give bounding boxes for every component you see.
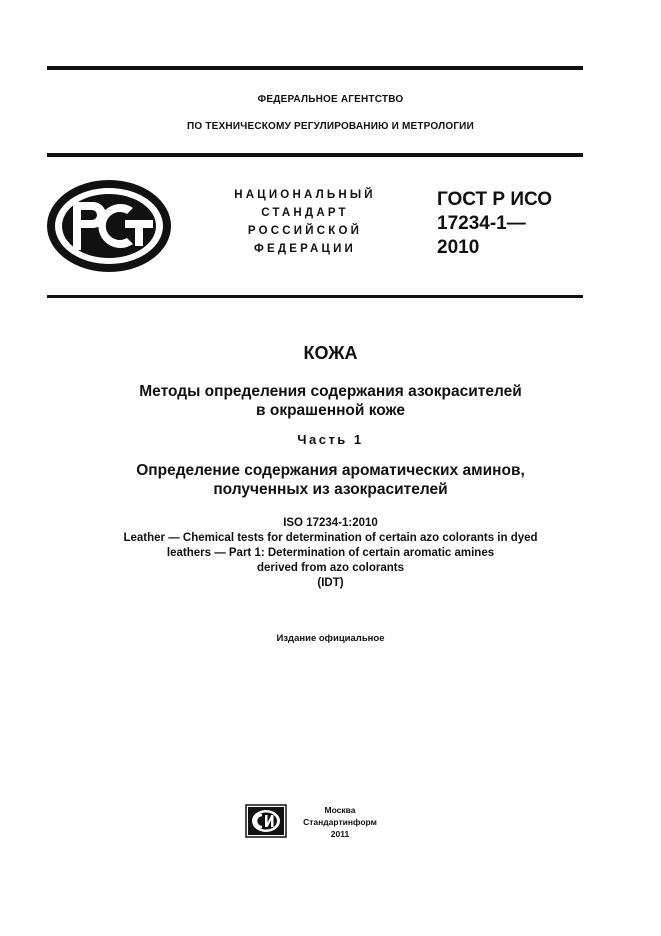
edition-label: Издание официальное	[276, 633, 385, 644]
iso-title-line-3: derived from azo colorants	[257, 562, 404, 574]
top-rule	[47, 66, 583, 70]
publisher-city: Москва	[324, 805, 356, 815]
document-subtitle	[0, 382, 661, 420]
designation-line-2: 17234-1—	[437, 213, 526, 234]
part-title	[0, 461, 661, 499]
national-standard-line: ФЕДЕРАЦИИ	[253, 243, 357, 255]
standard-designation	[437, 188, 552, 260]
national-standard-line: НАЦИОНАЛЬНЫЙ	[234, 189, 376, 201]
iso-equivalence: (IDT)	[317, 577, 344, 589]
iso-title-line-1: Leather — Chemical tests for determination of certain azo colorants in dyed	[123, 532, 538, 544]
national-standard-label	[205, 186, 405, 258]
rst-certification-mark-icon	[45, 178, 173, 274]
agency-rule	[47, 153, 583, 157]
agency-line-2: ПО ТЕХНИЧЕСКОМУ РЕГУЛИРОВАНИЮ И МЕТРОЛОГИИ	[187, 121, 474, 132]
part-title-line-1: Определение содержания ароматических аминов,	[136, 462, 525, 479]
subtitle-line-2: в окрашенной коже	[256, 402, 405, 419]
designation-line-1: ГОСТ Р ИСО	[437, 189, 553, 210]
part-number: Часть 1	[297, 432, 364, 447]
document-title: КОЖА	[303, 343, 358, 363]
agency-line-1: ФЕДЕРАЛЬНОЕ АГЕНТСТВО	[257, 94, 404, 105]
iso-title-line-2: leathers — Part 1: Determination of certain aromatic amines	[166, 547, 495, 559]
national-standard-line: СТАНДАРТ	[261, 207, 349, 219]
publisher-name: Стандартинформ	[303, 817, 377, 827]
designation-line-3: 2010	[437, 237, 480, 258]
publisher-info	[290, 804, 390, 840]
publisher-year: 2011	[330, 829, 350, 839]
subtitle-line-1: Методы определения содержания азокрасителей	[139, 383, 522, 400]
standartinform-logo-icon	[245, 804, 287, 838]
iso-code: ISO 17234-1:2010	[283, 517, 378, 529]
national-standard-line: РОССИЙСКОЙ	[247, 225, 363, 237]
part-title-line-2: полученных из азокрасителей	[213, 481, 448, 498]
designation-rule	[47, 295, 583, 298]
international-standard-block	[0, 516, 661, 591]
